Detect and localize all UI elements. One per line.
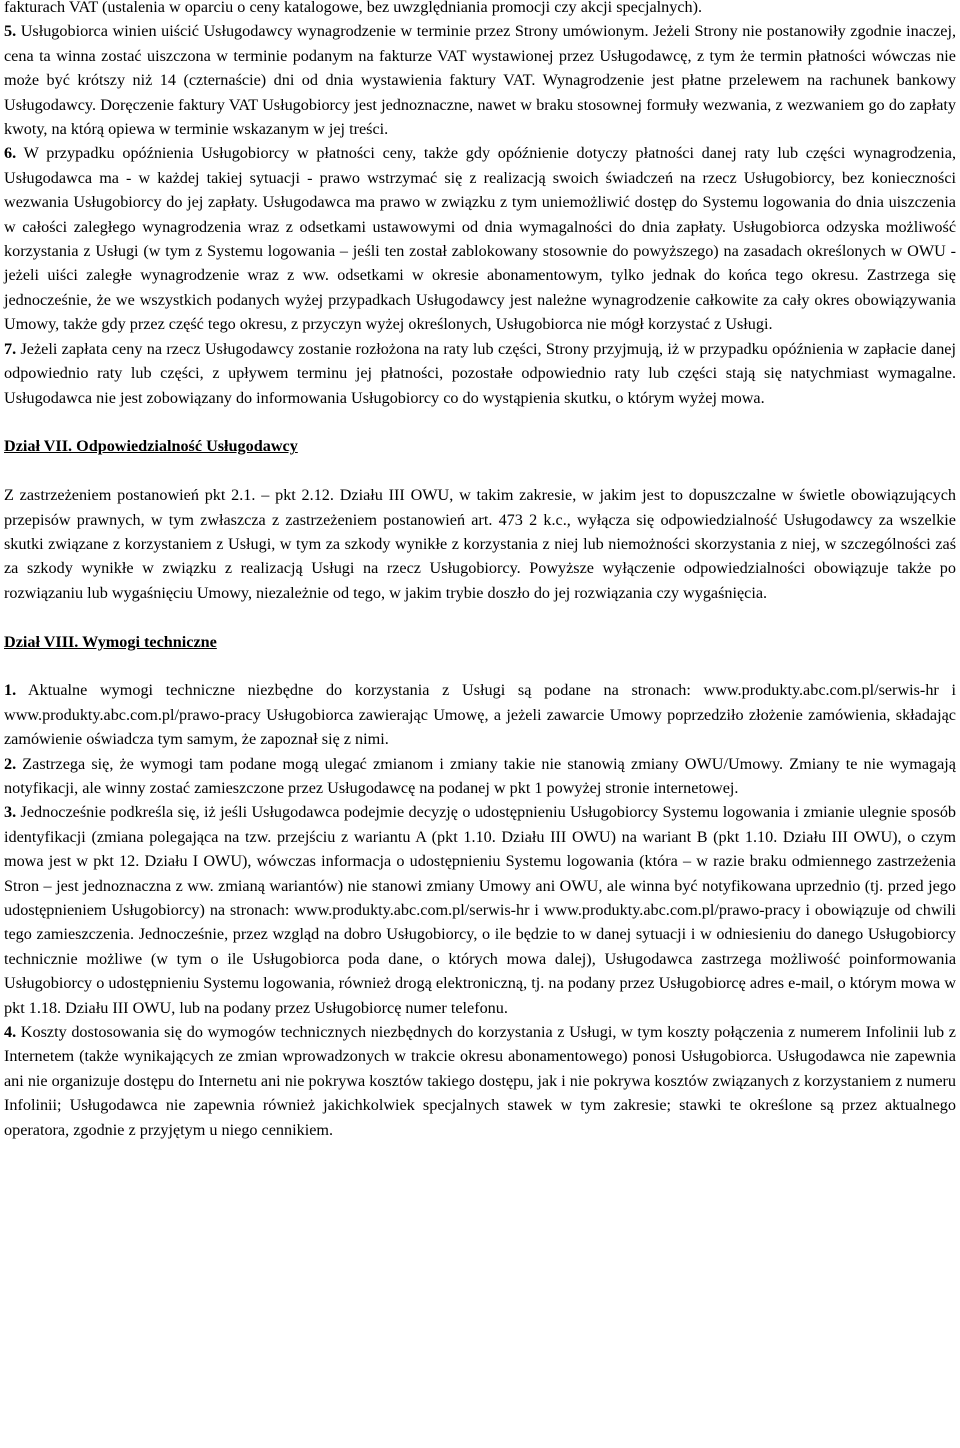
point-number: 3. (4, 803, 17, 822)
paragraph-text: Zastrzega się, że wymogi tam podane mogą ulegać zmianom i zmiany takie nie stanowią zmiany OWU/Umowy. Zmiany te nie wymagają notyfikacji, ale winny zostać zamieszczone przez Usługodawcę na podanej w pkt 1 powyżej stronie internetowej. (4, 754, 956, 797)
spacer (4, 410, 956, 434)
document-body (4, 0, 956, 1142)
paragraph-text: Usługobiorca winien uiścić Usługodawcy wynagrodzenie w terminie przez Strony umówionym. Jeżeli Strony nie postanowiły zgodnie inaczej, cena ta winna zostać uiszczona w terminie podanym na fakturze VAT wystawionej przez Usługodawcę, z tym że termin płatności wówczas nie może być krótszy niż 14 (czternaście) dni od dnia wystawienia faktury VAT. Wynagrodzenie jest płatne przelewem na rachunek bankowy Usługodawcy. Doręczenie faktury VAT Usługobiorcy jest jednoznaczne, nawet w braku stosownej formuły wezwania, z wezwaniem go do zapłaty kwoty, na którą opiewa w terminie wskazanym w jej treści. (4, 22, 956, 139)
paragraph-point-5 (4, 19, 956, 141)
paragraph-text: Z zastrzeżeniem postanowień pkt 2.1. – pkt 2.12. Działu III OWU, w takim zakresie, w jakim jest to dopuszczalne w świetle obowiązujących przepisów prawnych, w tym zwłaszcza z zastrzeżeniem postanowień art. 473 2 k.c., wyłącza się odpowiedzialność Usługodawcy za wszelkie skutki związane z korzystaniem z Usługi, w tym za szkody wynikłe z korzystania z niej lub niemożności skorzystania z niej, w szczególności zaś za szkody wynikłe w związku z realizacją Usługi na rzecz Usługobiorcy. Powyższe wyłączenie odpowiedzialności obowiązuje także po rozwiązaniu lub wygaśnięciu Umowy, niezależnie od tego, w jakim trybie doszło do jej rozwiązania czy wygaśnięcia. (4, 486, 956, 602)
section-heading-vii: Dział VII. Odpowiedzialność Usługodawcy (4, 437, 298, 456)
point-number: 2. (4, 754, 17, 773)
paragraph-requirement-1 (4, 678, 956, 751)
point-number: 4. (4, 1023, 17, 1041)
paragraph-point-7 (4, 337, 956, 410)
paragraph-text: W przypadku opóźnienia Usługobiorcy w płatności ceny, także gdy opóźnienie dotyczy płatności danej raty lub części wynagrodzenia, Usługodawca ma - w każdej takiej sytuacji - prawo wstrzymać się z realizacją swoich świadczeń na rzecz Usługobiorcy, bez konieczności wezwania Usługobiorcy do jej zapłaty. Usługodawca ma prawo w związku z tym uniemożliwić dostęp do Systemu logowania do dnia uiszczenia w całości zaległego wynagrodzenia wraz z odsetkami ustawowymi od dnia wymagalności do dnia zapłaty. Usługobiorca odzyska możliwość korzystania z Usługi (w tym z Systemu logowania – jeśli ten został zablokowany stosownie do powyższego) na zasadach określonych w OWU - jeżeli uiści zaległe wynagrodzenie wraz z ww. odsetkami w okresie abonamentowym, tylko jednak do końca tego okresu. Zastrzega się jednocześnie, że we wszystkich podanych wyżej przypadkach Usługodawcy jest należne wynagrodzenie całkowite za cały okres obowiązywania Umowy, także gdy przez część tego okresu, z przyczyn wyżej określonych, Usługobiorca nie mógł korzystać z Usługi. (4, 144, 956, 334)
paragraph-point-6 (4, 141, 956, 336)
section-heading-viii: Dział VIII. Wymogi techniczne (4, 632, 217, 651)
point-number: 7. (4, 339, 17, 358)
paragraph-text: Aktualne wymogi techniczne niezbędne do korzystania z Usługi są podane na stronach: www.produkty.abc.com.pl/serwis-hr i www.produkty.abc.com.pl/prawo-pracy Usługobiorca zawierając Umowę, a jeżeli zawarcie Umowy poprzedziło złożenie zamówienia, składając zamówienie oświadcza tym samym, że zapoznał się z nimi. (4, 681, 956, 749)
paragraph-requirement-4 (4, 1020, 956, 1142)
spacer (4, 654, 956, 678)
spacer (4, 459, 956, 483)
paragraph-requirement-2 (4, 752, 956, 801)
paragraph-text: fakturach VAT (ustalenia w oparciu o ceny katalogowe, bez uwzględniania promocji czy akcji specjalnych). (4, 0, 703, 16)
point-number: 1. (4, 681, 17, 700)
paragraph-continuation (4, 0, 956, 19)
paragraph-text: Jeżeli zapłata ceny na rzecz Usługodawcy zostanie rozłożona na raty lub części, Strony przyjmują, iż w przypadku opóźnienia w zapłacie danej odpowiednio raty lub części, z upływem terminu jej płatności, pozostałe odpowiednio raty lub części stają się natychmiast wymagalne. Usługodawca nie jest zobowiązany do informowania Usługobiorcy co do wystąpienia skutku, o którym wyżej mowa. (4, 339, 956, 407)
paragraph-requirement-3 (4, 800, 956, 1020)
point-number: 6. (4, 144, 17, 163)
paragraph-text: Koszty dostosowania się do wymogów technicznych niezbędnych do korzystania z Usługi, w tym koszty połączenia z numerem Infolinii lub z Internetem (także wynikających ze zmian wprowadzonych w trakcie okresu abonamentowego) ponosi Usługobiorca. Usługodawca nie zapewnia ani nie organizuje dostępu do Internetu ani nie pokrywa kosztów takiego dostępu, jak i nie pokrywa kosztów związanych z korzystaniem z numeru Infolinii; Usługodawca nie zapewnia również jakichkolwiek specjalnych stawek w tym zakresie; stawki te określone są przez aktualnego operatora, zgodnie z przyjętym u niego cennikiem. (4, 1023, 956, 1139)
paragraph-text: Jednocześnie podkreśla się, iż jeśli Usługodawca podejmie decyzję o udostępnieniu Usługobiorcy Systemu logowania i zmianie ulegnie sposób identyfikacji (zmiana polegająca na tzw. przejściu z wariantu A (pkt 1.10. Działu III OWU) na wariant B (pkt 1.10. Działu III OWU), o czym mowa jest w pkt 12. Działu I OWU), wówczas informacja o udostępnieniu Systemu logowania (która – w razie braku odmiennego zastrzeżenia Stron – jest jednoznaczna z ww. zmianą wariantów) nie stanowi zmiany Umowy ani OWU, ale winna być notyfikowana uprzednio (tj. przed jego udostępnieniem Usługobiorcy) na stronach: www.produkty.abc.com.pl/serwis-hr i www.produkty.abc.com.pl/prawo-pracy i obowiązuje od chwili tego zamieszczenia. Jednocześnie, przez wzgląd na dobro Usługobiorcy, o ile będzie to w danej sytuacji i w odniesieniu do danego Usługobiorcy technicznie możliwe (w tym o ile Usługobiorca poda dane, o których mowa dalej), Usługodawca zastrzega możliwość poinformowania Usługobiorcy o udostępnieniu Systemu logowania, również drogą elektroniczną, tj. na podany przez Usługobiorcę adres e-mail, o którym mowa w pkt 1.18. Działu III OWU, lub na podany przez Usługobiorcę numer telefonu. (4, 803, 956, 1017)
spacer (4, 605, 956, 629)
paragraph-liability (4, 483, 956, 605)
point-number: 5. (4, 22, 17, 41)
